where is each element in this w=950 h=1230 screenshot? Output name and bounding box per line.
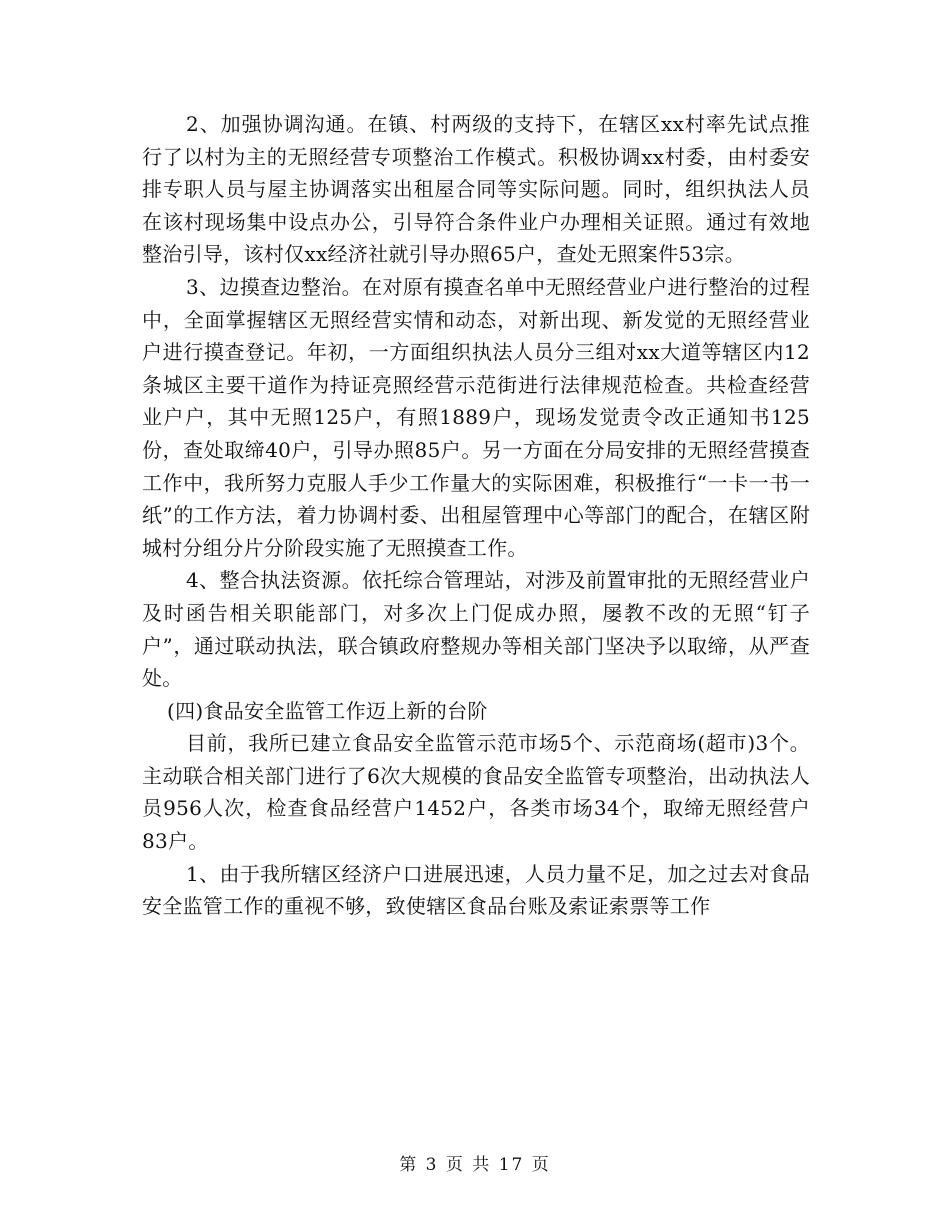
page-body <box>142 108 810 923</box>
page-number: 第 3 页 共 17 页 <box>399 1155 551 1175</box>
paragraph-coordination: 2、加强协调沟通。在镇、村两级的支持下，在辖区xx村率先试点推行了以村为主的无照经营专项整治工作模式。积极协调xx村委，由村委安排专职人员与屋主协调落实出租屋合同等实际问题。同时，组织执法人员在该村现场集中设点办公，引导符合条件业户办理相关证照。通过有效地整治引导，该村仅xx经济社就引导办照65户，查处无照案件53宗。 <box>142 112 810 267</box>
paragraph-food-safety: 目前，我所已建立食品安全监管示范市场5个、示范商场(超市)3个。主动联合相关部门进行了6次大规模的食品安全监管专项整治，出动执法人员956人次，检查食品经营户1452户，各类市场34个，取缔无照经营户83户。 <box>142 731 810 854</box>
paragraph-survey: 3、边摸查边整治。在对原有摸查名单中无照经营业户进行整治的过程中，全面掌握辖区无照经营实情和动态，对新出现、新发觉的无照经营业户进行摸查登记。年初，一方面组织执法人员分三组对xx大道等辖区内12条城区主要干道作为持证亮照经营示范街进行法律规范检查。共检查经营业户户，其中无照125户，有照1889户，现场发觉责令改正通知书125份，查处取缔40户，引导办照85户。另一方面在分局安排的无照经营摸查工作中，我所努力克服人手少工作量大的实际困难，积极推行“一卡一书一纸”的工作方法，着力协调村委、出租屋管理中心等部门的配合，在辖区附城村分组分片分阶段实施了无照摸查工作。 <box>142 274 810 560</box>
paragraph-resources: 4、整合执法资源。依托综合管理站，对涉及前置审批的无照经营业户及时函告相关职能部门，对多次上门促成办照，屡教不改的无照“钉子户”，通过联动执法，联合镇政府整规办等相关部门坚决予以取缔，从严查处。 <box>142 568 810 691</box>
paragraph-issues: 1、由于我所辖区经济户口进展迅速，人员力量不足，加之过去对食品安全监管工作的重视不够，致使辖区食品台账及索证索票等工作 <box>142 861 810 919</box>
section-heading: (四)食品安全监管工作迈上新的台阶 <box>167 698 488 723</box>
